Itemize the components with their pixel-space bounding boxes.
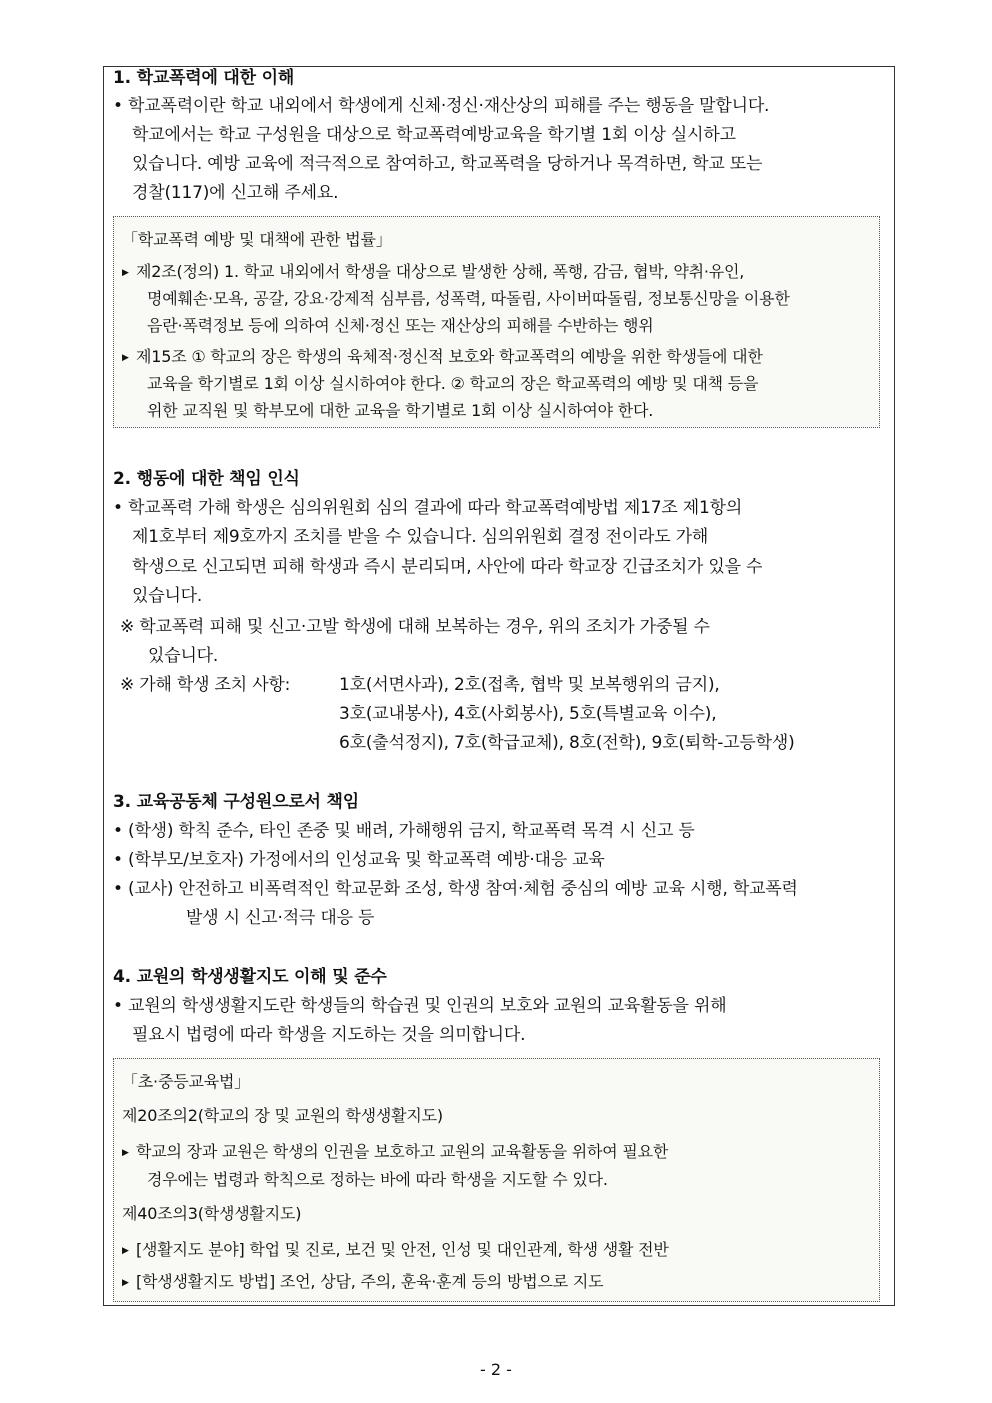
section-2-note-1: ※ 학교폭력 피해 및 신고·고발 학생에 대해 보복하는 경우, 위의 조치가 가중될 수 — [120, 617, 710, 637]
section-1-line-3: 있습니다. 예방 교육에 적극적으로 참여하고, 학교폭력을 당하거나 목격하면, 학교 또는 — [132, 154, 763, 174]
triangle-bullet-icon: ▶ — [122, 1148, 129, 1158]
triangle-bullet-icon: ▶ — [122, 268, 129, 278]
article-40-3-item-2: ▶ [학생생활지도 방법] 조언, 상담, 주의, 훈육·훈계 등의 방법으로 지도 — [122, 1271, 603, 1294]
section-2-line-1: • 학교폭력 가해 학생은 심의위원회 심의 결과에 따라 학교폭력예방법 제17조 제1항의 — [113, 498, 743, 518]
article-20-2-title: 제20조의2(학교의 장 및 교원의 학생생활지도) — [122, 1106, 443, 1125]
section-2-line-3: 학생으로 신고되면 피해 학생과 즉시 분리되며, 사안에 따라 학교장 긴급조치가 있을 수 — [132, 557, 763, 577]
law-item-article-15-line-2: 교육을 학기별로 1회 이상 실시하여야 한다. ② 학교의 장은 학교폭력의 예방 및 대책 등을 — [147, 374, 759, 393]
section-2-heading: 2. 행동에 대한 책임 인식 — [113, 469, 300, 489]
section-3-line-4: 발생 시 신고·적극 대응 등 — [186, 908, 375, 928]
triangle-bullet-icon: ▶ — [122, 353, 129, 363]
law-item-article-15: ▶ 제15조 ① 학교의 장은 학생의 육체적·정신적 보호와 학교폭력의 예방을 위한 학생들에 대한 — [122, 346, 763, 369]
measure-line-1: 1호(서면사과), 2호(접촉, 협박 및 보복행위의 금지), — [339, 675, 720, 695]
section-4-line-1: • 교원의 학생생활지도란 학생들의 학습권 및 인권의 보호와 교원의 교육활동을 위해 — [113, 996, 727, 1016]
law-item-article-2: ▶ 제2조(정의) 1. 학교 내외에서 학생을 대상으로 발생한 상해, 폭행, 감금, 협박, 약취·유인, — [122, 261, 744, 284]
triangle-bullet-icon: ▶ — [122, 1246, 129, 1256]
section-2-line-4: 있습니다. — [132, 586, 203, 606]
article-40-3-item-1: ▶ [생활지도 분야] 학업 및 진로, 보건 및 안전, 인성 및 대인관계, 학생 생활 전반 — [122, 1239, 669, 1262]
section-1-line-1: • 학교폭력이란 학교 내외에서 학생에게 신체·정신·재산상의 피해를 주는 행동을 말합니다. — [113, 96, 770, 116]
section-4-line-2: 필요시 법령에 따라 학생을 지도하는 것을 의미합니다. — [132, 1025, 526, 1045]
section-3-line-2: • (학부모/보호자) 가정에서의 인성교육 및 학교폭력 예방·대응 교육 — [113, 850, 605, 870]
section-1-line-2: 학교에서는 학교 구성원을 대상으로 학교폭력예방교육을 학기별 1회 이상 실시하고 — [132, 125, 736, 145]
section-3-line-1: • (학생) 학칙 준수, 타인 존중 및 배려, 가해행위 금지, 학교폭력 목격 시 신고 등 — [113, 821, 695, 841]
triangle-bullet-icon: ▶ — [122, 1278, 129, 1288]
law-box-title: 「초·중등교육법」 — [122, 1072, 251, 1091]
section-4-heading: 4. 교원의 학생생활지도 이해 및 준수 — [113, 967, 387, 987]
law-item-article-2-line-2: 명예훼손·모욕, 공갈, 강요·강제적 심부름, 성폭력, 따돌림, 사이버따돌림, 정보통신망을 이용한 — [147, 289, 790, 308]
section-2-line-2: 제1호부터 제9호까지 조치를 받을 수 있습니다. 심의위원회 결정 전이라도 가해 — [132, 527, 709, 547]
section-3-line-3: • (교사) 안전하고 비폭력적인 학교문화 조성, 학생 참여·체험 중심의 예방 교육 시행, 학교폭력 — [113, 879, 798, 899]
section-3-heading: 3. 교육공동체 구성원으로서 책임 — [113, 792, 359, 812]
measure-line-2: 3호(교내봉사), 4호(사회봉사), 5호(특별교육 이수), — [339, 704, 717, 724]
article-40-3-title: 제40조의3(학생생활지도) — [122, 1204, 302, 1223]
article-20-2-line-1: ▶ 학교의 장과 교원은 학생의 인권을 보호하고 교원의 교육활동을 위하여 필요한 — [122, 1141, 668, 1164]
section-1-line-4: 경찰(117)에 신고해 주세요. — [132, 183, 339, 203]
law-item-article-2-line-3: 음란·폭력정보 등에 의하여 신체·정신 또는 재산상의 피해를 수반하는 행위 — [147, 316, 654, 335]
page-number: - 2 - — [480, 1360, 512, 1379]
measures-label: ※ 가해 학생 조치 사항: — [120, 675, 291, 695]
section-1-heading: 1. 학교폭력에 대한 이해 — [113, 68, 295, 88]
measure-line-3: 6호(출석정지), 7호(학급교체), 8호(전학), 9호(퇴학-고등학생) — [339, 733, 795, 753]
law-box-school-violence — [113, 216, 880, 428]
section-2-note-2: 있습니다. — [148, 646, 219, 666]
article-20-2-line-2: 경우에는 법령과 학칙으로 정하는 바에 따라 학생을 지도할 수 있다. — [147, 1170, 608, 1189]
law-box-education-act — [113, 1058, 880, 1302]
law-item-article-15-line-3: 위한 교직원 및 학부모에 대한 교육을 학기별로 1회 이상 실시하여야 한다. — [147, 401, 654, 420]
law-box-title: 「학교폭력 예방 및 대책에 관한 법률」 — [122, 230, 392, 249]
